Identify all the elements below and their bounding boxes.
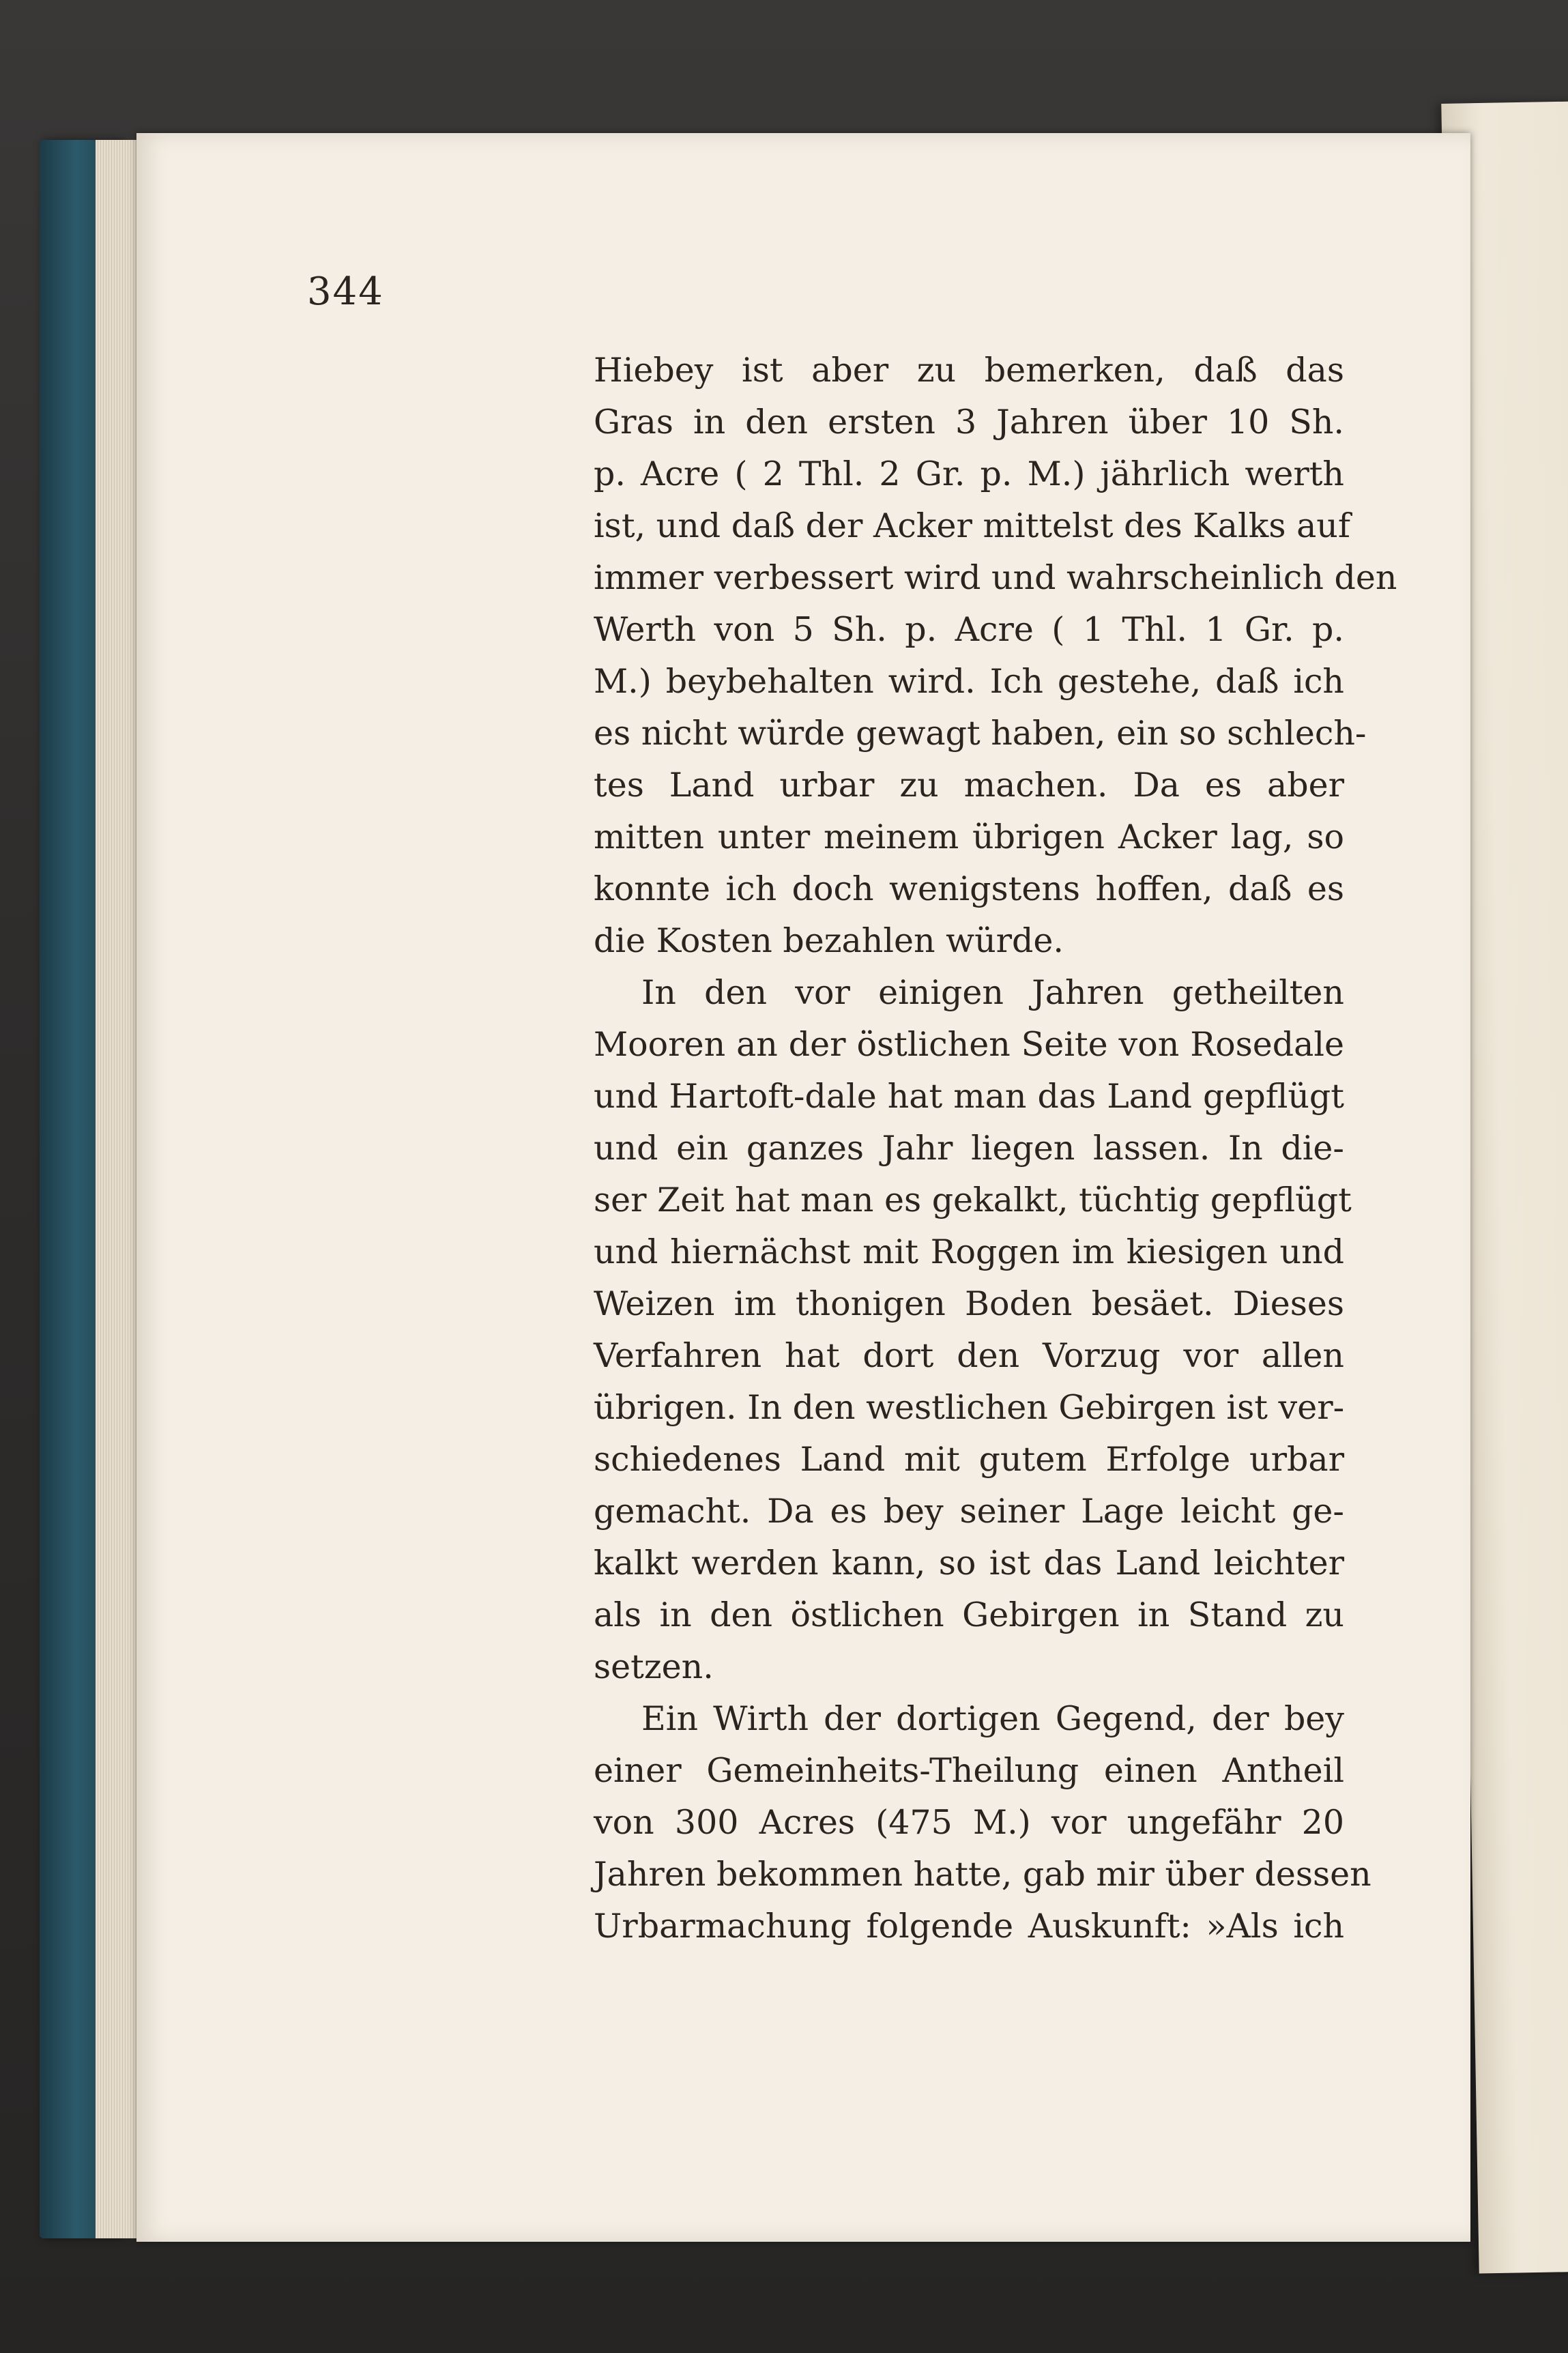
text-line: Hiebey ist aber zu bemerken, daß das: [594, 351, 1344, 390]
text-line: übrigen. In den westlichen Gebirgen ist ver-: [594, 1388, 1345, 1427]
text-line: setzen.: [594, 1647, 714, 1686]
text-line: es nicht würde gewagt haben, ein so schlech-: [594, 714, 1367, 753]
text-line: Ein Wirth der dortigen Gegend, der bey: [641, 1699, 1344, 1738]
text-line: Mooren an der östlichen Seite von Rosedale: [594, 1025, 1344, 1064]
text-line: ser Zeit hat man es gekalkt, tüchtig gepflügt: [594, 1181, 1352, 1219]
text-line: gemacht. Da es bey seiner Lage leicht ge-: [594, 1492, 1344, 1531]
text-line: die Kosten bezahlen würde.: [594, 921, 1064, 960]
text-line: Werth von 5 Sh. p. Acre ( 1 Thl. 1 Gr. p.: [594, 610, 1344, 649]
text-line: Weizen im thonigen Boden besäet. Dieses: [594, 1284, 1344, 1323]
text-line: und Hartoft-dale hat man das Land gepflügt: [594, 1077, 1344, 1116]
text-line: Gras in den ersten 3 Jahren über 10 Sh.: [594, 403, 1344, 442]
text-line: immer verbessert wird und wahrscheinlich den: [594, 558, 1397, 597]
text-line: p. Acre ( 2 Thl. 2 Gr. p. M.) jährlich werth: [594, 454, 1344, 493]
text-line: schiedenes Land mit gutem Erfolge urbar: [594, 1440, 1344, 1479]
page-number: 344: [307, 270, 384, 314]
text-line: kalkt werden kann, so ist das Land leichter: [594, 1544, 1344, 1583]
text-line: und hiernächst mit Roggen im kiesigen und: [594, 1232, 1344, 1271]
text-line: einer Gemeinheits-Theilung einen Antheil: [594, 1751, 1344, 1790]
text-line: mitten unter meinem übrigen Acker lag, so: [594, 818, 1344, 856]
text-line: Verfahren hat dort den Vorzug vor allen: [594, 1336, 1344, 1375]
text-line: M.) beybehalten wird. Ich gestehe, daß ich: [594, 662, 1344, 701]
text-line: In den vor einigen Jahren getheilten: [641, 973, 1344, 1012]
text-line: tes Land urbar zu machen. Da es aber: [594, 766, 1344, 805]
text-line: als in den östlichen Gebirgen in Stand zu: [594, 1596, 1344, 1634]
text-line: Urbarmachung folgende Auskunft: »Als ich: [594, 1907, 1344, 1946]
text-line: von 300 Acres (475 M.) vor ungefähr 20: [594, 1803, 1344, 1842]
text-line: Jahren bekommen hatte, gab mir über dessen: [594, 1855, 1371, 1894]
text-line: ist, und daß der Acker mittelst des Kalks auf: [594, 506, 1350, 545]
text-line: und ein ganzes Jahr liegen lassen. In die-: [594, 1129, 1344, 1168]
text-line: konnte ich doch wenigstens hoffen, daß es: [594, 869, 1344, 908]
